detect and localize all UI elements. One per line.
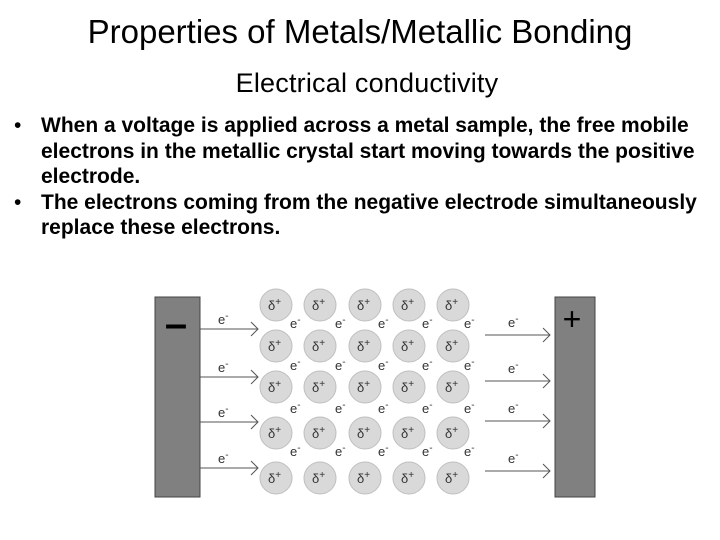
ion-label: δ+ — [312, 379, 326, 395]
electron-label: e- — [508, 360, 519, 376]
ion-label: δ+ — [268, 470, 282, 486]
electron-label: e- — [422, 400, 433, 416]
electron-label: e- — [378, 400, 389, 416]
electron-label: e- — [290, 443, 301, 459]
ion-label: δ+ — [357, 338, 371, 354]
electron-label: e- — [290, 315, 301, 331]
electron-label: e- — [464, 400, 475, 416]
bullet-text: When a voltage is applied across a metal sample, the free mobile electrons in the metallic crystal start moving towards the positive electrode. — [41, 114, 695, 188]
electron-label: e- — [335, 357, 346, 373]
bullet-list — [14, 113, 714, 241]
ion-label: δ+ — [401, 338, 415, 354]
electron-label: e- — [422, 357, 433, 373]
electron-label: e- — [335, 315, 346, 331]
metal-conduction-diagram — [150, 285, 600, 505]
ion-label: δ+ — [401, 297, 415, 313]
electron-label: e- — [335, 400, 346, 416]
electron-label: e- — [218, 450, 229, 466]
slide-subtitle: Electrical conductivity — [235, 68, 499, 98]
electron-label: e- — [218, 359, 229, 375]
ion-label: δ+ — [445, 338, 459, 354]
ion-label: δ+ — [312, 425, 326, 441]
electron-label: e- — [422, 315, 433, 331]
ion-label: δ+ — [268, 338, 282, 354]
electron-label: e- — [378, 357, 389, 373]
electron-label: e- — [218, 404, 229, 420]
electron-label: e- — [422, 443, 433, 459]
ion-label: δ+ — [401, 379, 415, 395]
ion-label: δ+ — [312, 338, 326, 354]
ion-label: δ+ — [357, 425, 371, 441]
positive-electrode-label: + — [562, 301, 582, 337]
electron-label: e- — [218, 311, 229, 327]
bullet-text: The electrons coming from the negative electrode simultaneously replace these electrons. — [41, 190, 697, 239]
ion-label: δ+ — [401, 470, 415, 486]
electron-label: e- — [290, 357, 301, 373]
electron-label: e- — [378, 443, 389, 459]
electron-label: e- — [464, 357, 475, 373]
electron-label: e- — [464, 315, 475, 331]
electron-label: e- — [508, 400, 519, 416]
ion-label: δ+ — [312, 470, 326, 486]
ion-label: δ+ — [401, 425, 415, 441]
negative-electrode-label: – — [164, 302, 188, 346]
electron-label: e- — [290, 400, 301, 416]
electron-label: e- — [508, 450, 519, 466]
electron-label: e- — [464, 443, 475, 459]
ion-label: δ+ — [445, 379, 459, 395]
ion-label: δ+ — [268, 425, 282, 441]
electron-label: e- — [508, 314, 519, 330]
ion-label: δ+ — [268, 379, 282, 395]
ion-label: δ+ — [357, 470, 371, 486]
ion-label: δ+ — [312, 297, 326, 313]
bullet-icon: • — [14, 114, 22, 137]
electron-label: e- — [378, 315, 389, 331]
ion-label: δ+ — [445, 470, 459, 486]
slide-title: Properties of Metals/Metallic Bonding — [87, 13, 633, 50]
bullet-icon: • — [14, 190, 22, 214]
electron-label: e- — [335, 443, 346, 459]
bullet-item — [14, 190, 714, 241]
ion-label: δ+ — [357, 379, 371, 395]
ion-label: δ+ — [445, 297, 459, 313]
bullet-item — [14, 113, 714, 190]
ion-label: δ+ — [445, 425, 459, 441]
ion-label: δ+ — [268, 297, 282, 313]
ion-label: δ+ — [357, 297, 371, 313]
